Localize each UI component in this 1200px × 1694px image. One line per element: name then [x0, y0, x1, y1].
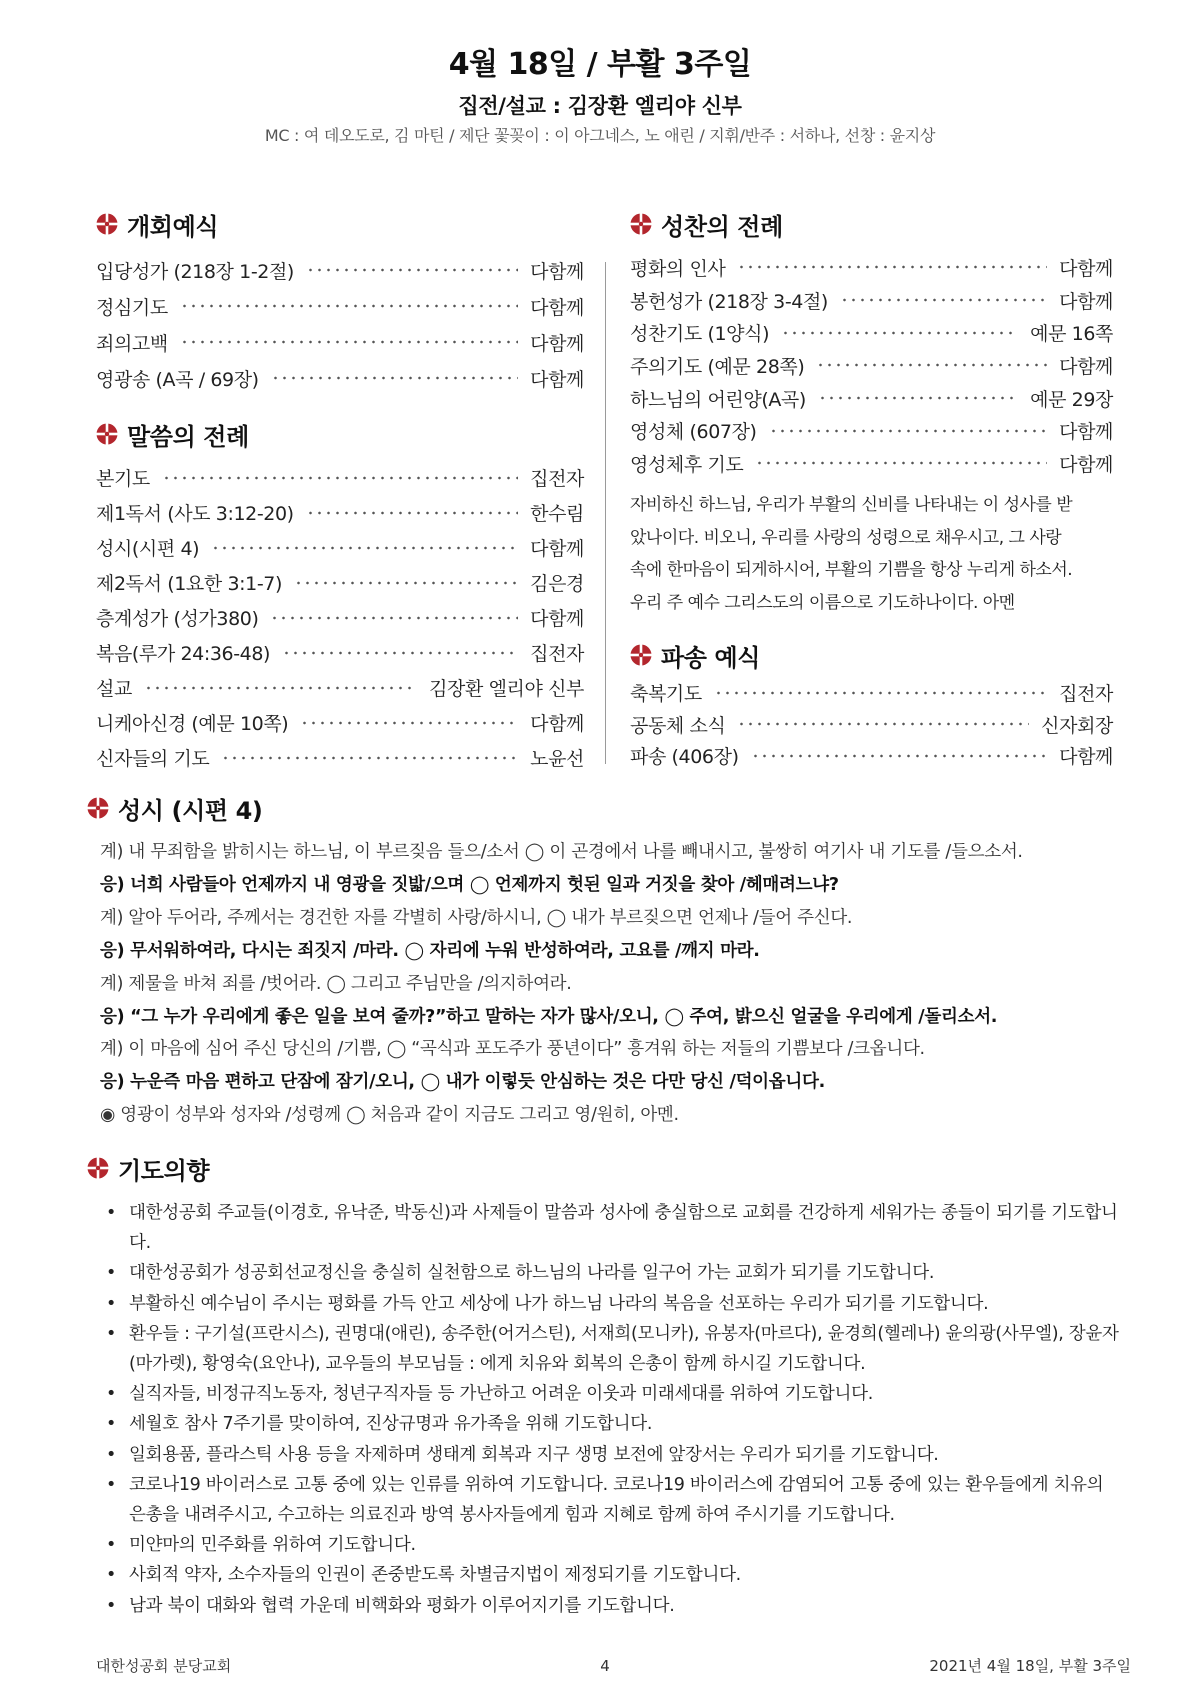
item-name: 죄의고백	[96, 332, 168, 355]
leader-dots	[282, 651, 518, 655]
prayer-line: 우리 주 예수 그리스도의 이름으로 기도하나이다. 아멘	[630, 593, 1015, 614]
list-item	[106, 1470, 1124, 1530]
list-item	[96, 495, 584, 530]
section-header-intentions	[87, 1146, 209, 1190]
opening-list	[96, 252, 584, 396]
list-item	[106, 1258, 1124, 1288]
item-leader: 다함께	[530, 713, 584, 735]
item-leader: 다함께	[1059, 290, 1113, 313]
item-name: 축복기도	[630, 683, 702, 706]
item-name: 정심기도	[96, 296, 168, 319]
item-leader: 노윤선	[530, 748, 584, 770]
bullet-list	[106, 1198, 1124, 1621]
list-item	[630, 677, 1113, 709]
intention-text: 부활하신 예수님이 주시는 평화를 가득 안고 세상에 나가 하느님 나라의 복음을 선포하는 우리가 되기를 기도합니다.	[129, 1293, 989, 1314]
list-item	[106, 1379, 1124, 1409]
item-leader: 집전자	[530, 643, 584, 665]
item-name: 봉헌성가 (218장 3-4절)	[630, 290, 828, 313]
intention-text: 환우들 : 구기설(프란시스), 권명대(애린), 송주한(어거스틴), 서재희(모니카), 유봉자(마르다), 윤경희(헬레나) 윤의광(사무엘), 장윤자(마가렛), 황영숙(요안나), 교우들의 부모님들 : 에게 치유와 회복의 은총이 함께 하시길 기도합니다.	[129, 1323, 1119, 1375]
list-item	[106, 1530, 1124, 1560]
leader-dots	[271, 376, 518, 380]
section-header-opening	[96, 202, 584, 246]
list-item	[96, 740, 584, 775]
list-item	[106, 1319, 1124, 1379]
item-name: 성시(시편 4)	[96, 538, 200, 560]
word-list	[96, 460, 584, 775]
cross-icon	[630, 644, 652, 666]
item-name: 영성체 (607장)	[630, 421, 757, 444]
prayer-line: 자비하신 하느님, 우리가 부활의 신비를 나타내는 이 성사를 받	[630, 495, 1073, 515]
leader-dots	[751, 754, 1048, 758]
psalm-response: 응) 너희 사람들아 언제까지 내 영광을 짓밟/으며 ◯ 언제까지 헛된 일과 거짓을 찾아 /헤매려느냐?	[100, 874, 839, 895]
leader-dots	[840, 298, 1047, 302]
leader-dots	[180, 340, 518, 344]
psalm-verse: 계) 내 무죄함을 밝히시는 하느님, 이 부르짖음 들으/소서 ◯ 이 곤경에서 나를 빼내시고, 불쌍히 여기사 내 기도를 /들으소서.	[100, 842, 1023, 862]
psalm-text	[100, 836, 1140, 1132]
item-leader: 집전자	[1059, 683, 1113, 706]
intention-text: 코로나19 바이러스로 고통 중에 있는 인류를 위하여 기도합니다. 코로나19 바이러스에 감염되어 고통 중에 있는 환우들에게 치유의 은총을 내려주시고, 수고하는 의료진과 방역 봉사자들에게 힘과 지혜로 함께 하여 주시기를 기도합니다.	[129, 1474, 1104, 1526]
cross-icon	[87, 1157, 109, 1179]
psalm-response: 응) 누운즉 마음 편하고 단잠에 잠기/오니, ◯ 내가 이렇듯 안심하는 것은 다만 당신 /덕이옵니다.	[100, 1072, 825, 1093]
section-header-dismissal	[630, 633, 1113, 677]
footer-date: 2021년 4월 18일, 부활 3주일	[929, 1657, 1131, 1675]
list-item	[630, 414, 1113, 447]
item-leader: 다함께	[530, 608, 584, 630]
list-item	[96, 600, 584, 635]
intention-text: 세월호 참사 7주기를 맞이하여, 진상규명과 유가족을 위해 기도합니다.	[129, 1414, 653, 1435]
list-item	[630, 382, 1113, 415]
item-leader: 한수림	[530, 503, 584, 525]
cross-icon	[630, 213, 652, 235]
item-name: 입당성가 (218장 1-2절)	[96, 260, 294, 283]
intention-text: 사회적 약자, 소수자들의 인권이 존중받도록 차별금지법이 제정되기를 기도합니다.	[129, 1565, 741, 1586]
section-title: 기도의향	[118, 1156, 210, 1185]
leader-dots	[162, 476, 518, 480]
section-title: 개회예식	[127, 212, 219, 241]
item-name: 제2독서 (1요한 3:1-7)	[96, 573, 282, 595]
list-item	[106, 1409, 1124, 1439]
item-leader: 다함께	[1059, 355, 1113, 378]
list-item	[630, 447, 1113, 480]
item-leader: 다함께	[530, 296, 584, 319]
list-item	[106, 1591, 1124, 1621]
dismissal-list	[630, 677, 1113, 772]
page-number: 4	[600, 1657, 610, 1675]
leader-dots	[755, 461, 1047, 465]
psalm-verse: 계) 이 마음에 심어 주신 당신의 /기쁨, ◯ “곡식과 포도주가 풍년이다” 흥겨워 하는 저들의 기쁨보다 /크옵니다.	[100, 1039, 925, 1060]
list-item	[630, 316, 1113, 349]
list-item	[96, 530, 584, 565]
item-leader: 예문 29장	[1030, 388, 1113, 411]
psalm-response: 응) 무서워하여라, 다시는 죄짓지 /마라. ◯ 자리에 누워 반성하여라, 고요를 /깨지 마라.	[100, 940, 760, 961]
leader-dots	[714, 691, 1047, 695]
section-header-eucharist	[630, 202, 1113, 246]
list-item	[96, 460, 584, 495]
item-leader: 집전자	[530, 468, 584, 490]
item-leader: 다함께	[530, 368, 584, 391]
list-item	[106, 1198, 1124, 1258]
item-leader: 다함께	[530, 332, 584, 355]
section-title: 성찬의 전례	[661, 212, 783, 241]
psalm-verse: 계) 제물을 바쳐 죄를 /벗어라. ◯ 그리고 주님만을 /의지하여라.	[100, 973, 572, 994]
leader-dots	[294, 581, 518, 585]
bullet-icon: •	[106, 1293, 117, 1314]
post-communion-prayer	[630, 489, 1113, 620]
prayer-line: 았나이다. 비오니, 우리를 사랑의 성령으로 채우시고, 그 사랑	[630, 527, 1062, 548]
list-item	[96, 288, 584, 324]
roles-line: MC : 여 데오도로, 김 마틴 / 제단 꽃꽂이 : 이 아그네스, 노 애린 / 지휘/반주 : 서하나, 선창 : 윤지상	[264, 126, 936, 145]
officiant-line: 집전/설교 : 김장환 엘리야 신부	[458, 94, 742, 118]
bullet-icon: •	[106, 1323, 117, 1344]
item-leader: 김은경	[530, 573, 584, 595]
item-name: 복음(루가 24:36-48)	[96, 643, 271, 665]
list-item	[96, 635, 584, 670]
list-item	[630, 251, 1113, 284]
item-leader: 예문 16쪽	[1030, 323, 1113, 346]
psalm-response: 응) “그 누가 우리에게 좋은 일을 보여 줄까?”하고 말하는 자가 많사/오니, ◯ 주여, 밝으신 얼굴을 우리에게 /돌리소서.	[100, 1006, 998, 1027]
item-leader: 다함께	[1059, 257, 1113, 280]
section-title: 성시 (시편 4)	[118, 796, 263, 825]
item-name: 성찬기도 (1양식)	[630, 323, 770, 346]
leader-dots	[816, 363, 1047, 367]
intentions-list	[106, 1198, 1124, 1621]
leader-dots	[781, 331, 1018, 335]
leader-dots	[211, 546, 518, 550]
item-name: 니케아신경 (예문 10쪽)	[96, 713, 289, 735]
item-name: 하느님의 어린양(A곡)	[630, 388, 806, 411]
psalm-doxology: ◉ 영광이 성부와 성자와 /성령께 ◯ 처음과 같이 지금도 그리고 영/원히, 아멘.	[100, 1105, 679, 1126]
intention-text: 실직자들, 비정규직노동자, 청년구직자들 등 가난하고 어려운 이웃과 미래세대를 위하여 기도합니다.	[129, 1384, 873, 1405]
bullet-icon: •	[106, 1474, 117, 1495]
item-name: 신자들의 기도	[96, 748, 210, 770]
item-name: 설교	[96, 678, 132, 700]
item-name: 공동체 소식	[630, 714, 726, 737]
list-item	[96, 565, 584, 600]
list-item	[96, 360, 584, 396]
footer-church: 대한성공회 분당교회	[96, 1657, 232, 1675]
intention-text: 남과 북이 대화와 협력 가운데 비핵화와 평화가 이루어지기를 기도합니다.	[129, 1595, 675, 1616]
leader-dots	[306, 268, 518, 272]
item-leader: 신자회장	[1041, 714, 1113, 737]
leader-dots	[737, 722, 1029, 726]
page-title: 4월 18일 / 부활 3주일	[448, 47, 752, 82]
list-item	[106, 1289, 1124, 1319]
section-title: 파송 예식	[661, 643, 761, 672]
item-leader: 다함께	[1059, 453, 1113, 476]
list-item	[96, 705, 584, 740]
bullet-icon: •	[106, 1203, 117, 1223]
leader-dots	[221, 756, 518, 760]
leader-dots	[306, 511, 518, 515]
bullet-icon: •	[106, 1595, 117, 1616]
item-name: 제1독서 (사도 3:12-20)	[96, 503, 294, 525]
intention-text: 일회용품, 플라스틱 사용 등을 자제하며 생태계 회복과 지구 생명 보전에 앞장서는 우리가 되기를 기도합니다.	[129, 1444, 939, 1465]
item-leader: 다함께	[1059, 421, 1113, 444]
bullet-icon: •	[106, 1414, 117, 1435]
list-item	[96, 324, 584, 360]
leader-dots	[769, 429, 1048, 433]
leader-dots	[300, 721, 518, 725]
list-item	[106, 1440, 1124, 1470]
bullet-icon: •	[106, 1565, 117, 1586]
cross-icon	[96, 423, 118, 445]
leader-dots	[270, 616, 518, 620]
section-header-psalm	[87, 786, 262, 830]
list-item	[630, 740, 1113, 772]
leader-dots	[818, 396, 1018, 400]
list-item	[630, 349, 1113, 382]
item-leader: 다함께	[1059, 746, 1113, 769]
list-item	[630, 284, 1113, 317]
item-leader: 다함께	[530, 538, 584, 560]
bullet-icon: •	[106, 1384, 117, 1405]
eucharist-list	[630, 251, 1113, 480]
section-header-word	[96, 412, 584, 456]
intention-text: 미얀마의 민주화를 위하여 기도합니다.	[129, 1535, 416, 1556]
item-name: 층계성가 (성가380)	[96, 608, 259, 630]
bullet-icon: •	[106, 1444, 117, 1465]
item-name: 본기도	[96, 468, 150, 490]
list-item	[630, 709, 1113, 741]
item-name: 평화의 인사	[630, 257, 726, 280]
item-name: 파송 (406장)	[630, 746, 739, 769]
psalm-verse: 계) 알아 두어라, 주께서는 경건한 자를 각별히 사랑/하시니, ◯ 내가 부르짖으면 언제나 /들어 주신다.	[100, 907, 853, 928]
list-item	[96, 252, 584, 288]
leader-dots	[180, 304, 518, 308]
cross-icon	[96, 213, 118, 235]
bullet-icon: •	[106, 1263, 117, 1284]
list-item	[106, 1560, 1124, 1590]
column-divider	[605, 262, 606, 764]
item-name: 영광송 (A곡 / 69장)	[96, 368, 259, 391]
item-leader: 다함께	[530, 260, 584, 283]
item-name: 주의기도 (예문 28쪽)	[630, 355, 805, 378]
leader-dots	[144, 686, 417, 690]
bullet-icon: •	[106, 1535, 117, 1556]
intention-text: 대한성공회 주교들(이경호, 유낙준, 박동신)과 사제들이 말씀과 성사에 충실함으로 교회를 건강하게 세워가는 종들이 되기를 기도합니다.	[129, 1203, 1118, 1254]
item-name: 영성체후 기도	[630, 453, 744, 476]
leader-dots	[737, 265, 1047, 269]
section-title: 말씀의 전례	[127, 422, 249, 451]
cross-icon	[87, 797, 109, 819]
item-leader: 김장환 엘리야 신부	[429, 678, 584, 700]
prayer-line: 속에 한마음이 되게하시어, 부활의 기쁨을 항상 누리게 하소서.	[630, 560, 1073, 581]
list-item	[96, 670, 584, 705]
intention-text: 대한성공회가 성공회선교정신을 충실히 실천함으로 하느님의 나라를 일구어 가는 교회가 되기를 기도합니다.	[129, 1263, 935, 1284]
